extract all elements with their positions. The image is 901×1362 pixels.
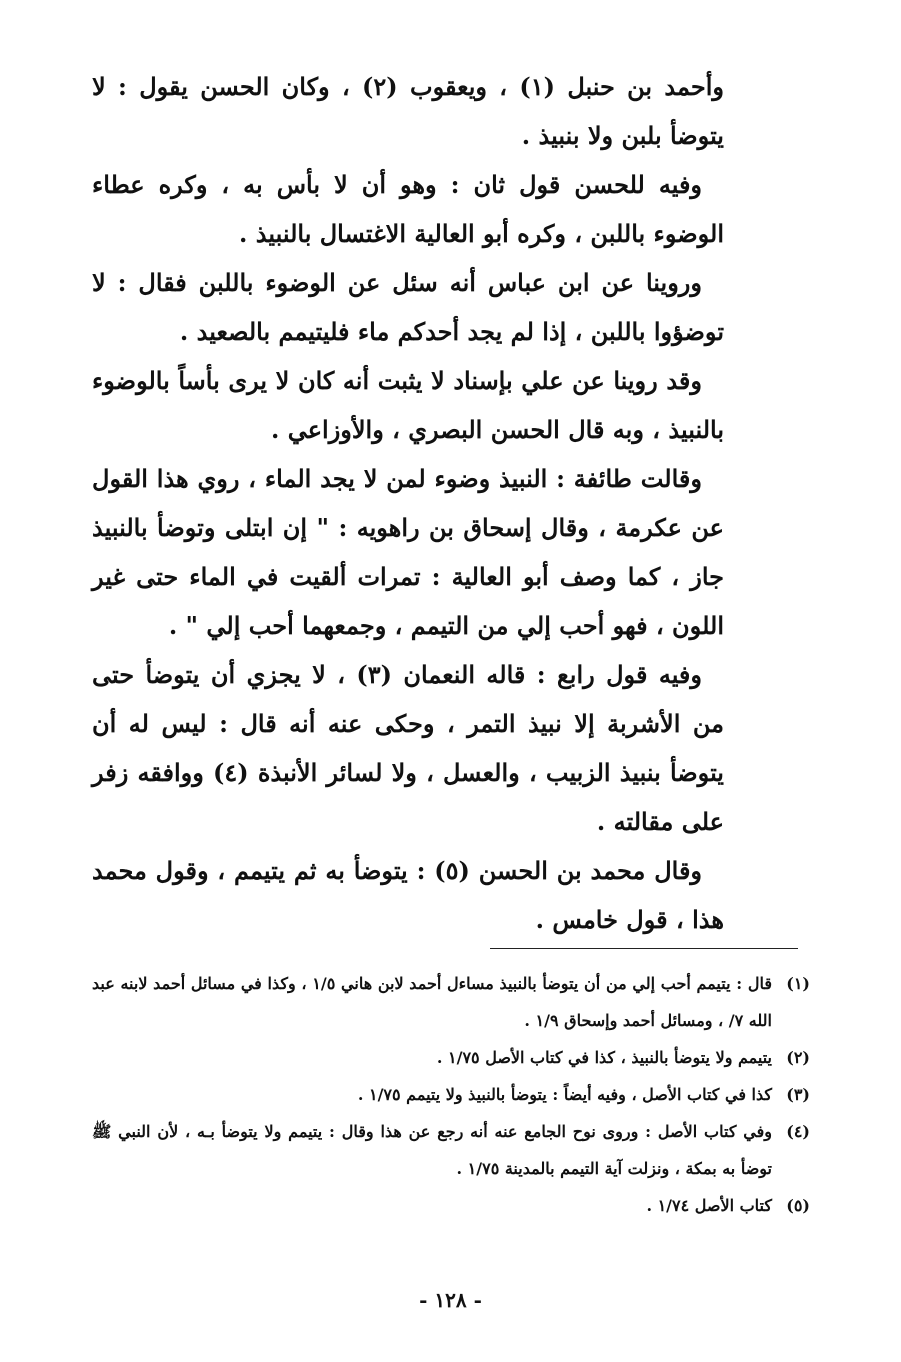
footnote-text: كتاب الأصل ١/٧٤ . (646, 1196, 772, 1215)
footnote-text: وفي كتاب الأصل : وروى نوح الجامع عنه أنه رجع عن هذا وقال : يتيمم ولا يتوضأ بـه ، لأن النبي ﷺ توضأ به بمكة ، ونزلت آية التيمم بالمدينة ١/٧٥ . (92, 1122, 772, 1178)
footnote (92, 1076, 810, 1113)
paragraph: وقال محمد بن الحسن (٥) : يتوضأ به ثم يتيمم ، وقول محمد هذا ، قول خامس . (92, 856, 724, 934)
main-text (92, 62, 724, 944)
footnote (92, 965, 810, 1039)
footnote-separator (490, 948, 798, 949)
paragraph: وروينا عن ابن عباس أنه سئل عن الوضوء باللبن فقال : لا توضؤوا باللبن ، إذا لم يجد أحدكم ماء فليتيمم بالصعيد . (92, 268, 724, 346)
footnote (92, 1187, 810, 1224)
paragraph: وفيه قول رابع : قاله النعمان (٣) ، لا يجزي أن يتوضأ حتى من الأشربة إلا نبيذ التمر ، وحكى عنه أنه قال : ليس له أن يتوضأ بنبيذ الزبيب ، والعسل ، ولا لسائر الأنبذة (٤) ووافقه زفر على مقالته . (92, 660, 724, 836)
footnote-text: يتيمم ولا يتوضأ بالنبيذ ، كذا في كتاب الأصل ١/٧٥ . (436, 1048, 772, 1067)
footnote (92, 1113, 810, 1187)
footnote-number: (١) (786, 974, 810, 993)
footnote-number: (٤) (786, 1122, 810, 1141)
page-number: - ١٢٨ - (419, 1288, 482, 1312)
paragraph: وقالت طائفة : النبيذ وضوء لمن لا يجد الماء ، روي هذا القول عن عكرمة ، وقال إسحاق بن راهويه : " إن ابتلى وتوضأ بالنبيذ جاز ، كما وصف أبو العالية : تمرات ألقيت في الماء حتى غير اللون ، فهو أحب إلي من التيمم ، وجمعهما أحب إلي " . (92, 464, 724, 640)
footnote-text: كذا في كتاب الأصل ، وفيه أيضاً : يتوضأ بالنبيذ ولا يتيمم ١/٧٥ . (357, 1085, 772, 1104)
paragraph: وفيه للحسن قول ثان : وهو أن لا بأس به ، وكره عطاء الوضوء باللبن ، وكره أبو العالية الاغتسال بالنبيذ . (92, 170, 724, 248)
footnote-number: (٥) (786, 1196, 810, 1215)
footnote (92, 1039, 810, 1076)
paragraph: وأحمد بن حنبل (١) ، ويعقوب (٢) ، وكان الحسن يقول : لا يتوضأ بلبن ولا بنبيذ . (92, 72, 724, 150)
paragraph: وقد روينا عن علي بإسناد لا يثبت أنه كان لا يرى بأساً بالوضوء بالنبيذ ، وبه قال الحسن البصري ، والأوزاعي . (92, 366, 724, 444)
footnote-number: (٣) (786, 1085, 810, 1104)
footnote-text: قال : يتيمم أحب إلي من أن يتوضأ بالنبيذ مساءل أحمد لابن هاني ١/٥ ، وكذا في مسائل أحمد لابنه عبد الله ٧/ ، ومسائل أحمد وإسحاق ١/٩ . (92, 974, 772, 1030)
footnotes (92, 965, 810, 1224)
footnote-number: (٢) (786, 1048, 810, 1067)
